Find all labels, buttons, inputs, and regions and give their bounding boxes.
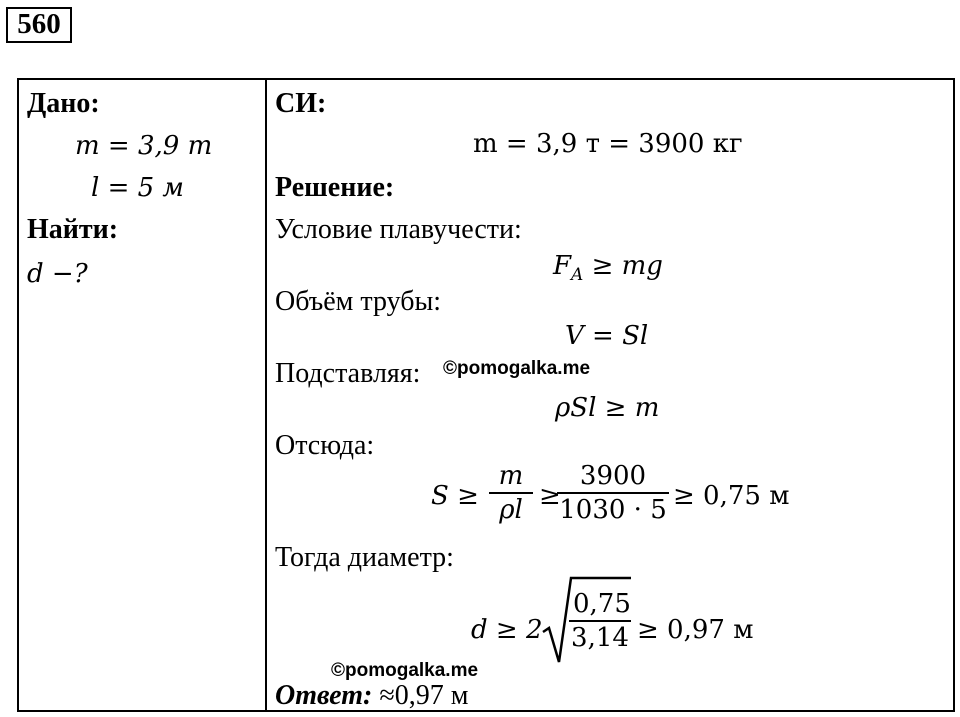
solution-heading: Решение: <box>275 172 395 203</box>
inequality-sign: ≥ <box>539 481 561 511</box>
area-lhs: S ≥ <box>431 481 479 511</box>
watermark: ©pomogalka.me <box>331 660 479 681</box>
buoyancy-formula <box>553 250 663 291</box>
fraction-m-over-rho-l <box>489 460 533 526</box>
si-conversion: m = 3,9 т = 3900 кг <box>473 129 743 159</box>
step-diameter-text: Тогда диаметр: <box>275 542 454 573</box>
step-hence-text: Отсюда: <box>275 430 375 461</box>
substitute-formula: ρSl ≥ m <box>555 393 660 423</box>
find-unknown: d −? <box>27 259 88 289</box>
step-buoyancy-text: Условие плавучести: <box>275 214 522 245</box>
force-symbol: F <box>553 251 572 281</box>
force-rest: ≥ mg <box>583 251 663 281</box>
answer-line <box>275 680 468 712</box>
given-length: l = 5 м <box>91 173 184 203</box>
solution-table <box>17 78 955 712</box>
find-heading: Найти: <box>27 214 119 245</box>
problem-number: 560 <box>6 7 72 43</box>
fraction-denominator: 1030 · 5 <box>559 495 667 525</box>
watermark: ©pomogalka.me <box>443 358 591 379</box>
fraction-denominator: ρl <box>499 495 523 525</box>
diameter-lhs <box>471 614 543 646</box>
fraction-numerator: m <box>489 460 533 494</box>
fraction-denominator: 3,14 <box>571 623 629 653</box>
column-divider <box>265 80 267 710</box>
given-mass: m = 3,9 т <box>75 131 213 161</box>
si-heading: СИ: <box>275 88 327 119</box>
volume-formula: V = Sl <box>565 321 649 351</box>
step-volume-text: Объём трубы: <box>275 286 442 317</box>
answer-value: ≈0,97 м <box>372 680 469 711</box>
fraction-numeric <box>557 460 669 526</box>
diameter-symbol: d ≥ 2 <box>471 615 543 645</box>
fraction-under-root <box>569 588 631 654</box>
step-substitute-text: Подставляя: <box>275 358 421 389</box>
given-heading: Дано: <box>27 88 100 119</box>
force-subscript: A <box>571 265 584 286</box>
answer-label: Ответ: <box>275 680 373 711</box>
fraction-numerator: 3900 <box>557 460 669 494</box>
area-result: ≥ 0,75 м <box>673 481 790 511</box>
diameter-result: ≥ 0,97 м <box>637 615 754 645</box>
fraction-numerator: 0,75 <box>569 588 631 622</box>
